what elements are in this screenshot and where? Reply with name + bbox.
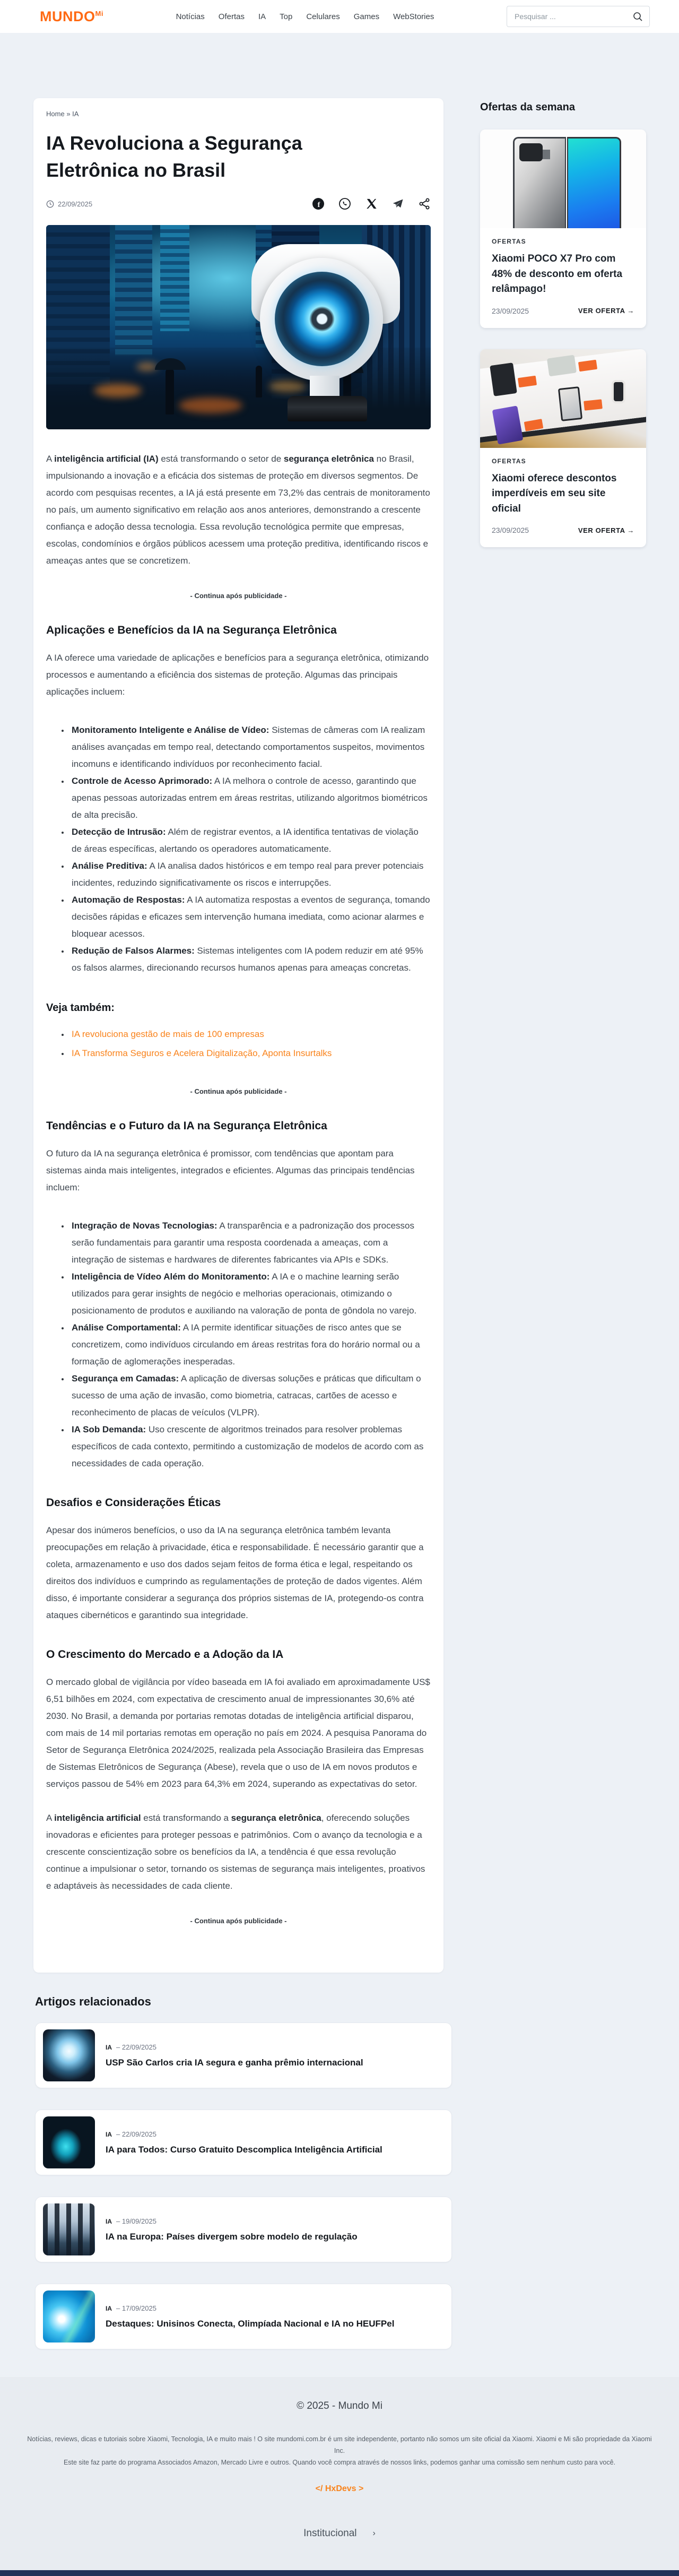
list-item-lead: Redução de Falsos Alarmes: xyxy=(72,946,195,956)
related-category[interactable]: IA xyxy=(106,2217,112,2225)
telegram-icon[interactable] xyxy=(391,197,404,210)
dash: – xyxy=(116,2043,120,2051)
camera-lens xyxy=(275,272,369,366)
offer-title[interactable]: Xiaomi POCO X7 Pro com 48% de desconto em oferta relâmpago! xyxy=(492,253,623,295)
site-header xyxy=(0,0,679,33)
price-tag xyxy=(584,399,603,410)
see-also-heading: Veja também: xyxy=(46,1002,115,1014)
related-thumbnail-head xyxy=(43,2116,95,2168)
related-text xyxy=(106,2217,358,2242)
offer-date: 23/09/2025 xyxy=(492,526,529,534)
page-title: IA Revoluciona a Segurança Eletrônica no Brasil xyxy=(46,132,302,181)
x-icon[interactable] xyxy=(365,197,378,210)
list-item-lead: IA Sob Demanda: xyxy=(72,1424,146,1435)
building-left-2 xyxy=(115,225,152,356)
list-item xyxy=(69,1370,431,1421)
applications-paragraph: A IA oferece uma variedade de aplicações e benefícios para a segurança eletrônica, otimizando processos e aumentando a eficiência dos sistemas de proteção. Algumas das principais aplicações incluem: xyxy=(46,653,429,697)
dash: – xyxy=(116,2304,120,2312)
building-left-3 xyxy=(160,225,189,331)
related-article-card[interactable] xyxy=(35,2197,452,2262)
ad-placeholder-label: - Continua após publicidade - xyxy=(190,592,287,600)
related-date: 19/09/2025 xyxy=(121,2217,156,2225)
nav-item-noticias[interactable]: Notícias xyxy=(176,12,205,21)
whatsapp-icon[interactable] xyxy=(338,197,351,210)
device-shape xyxy=(490,362,517,396)
list-item xyxy=(69,1217,431,1268)
arrow-right-icon: → xyxy=(627,526,634,534)
related-meta xyxy=(106,2217,358,2225)
search-icon[interactable] xyxy=(632,11,643,22)
nav-item-games[interactable]: Games xyxy=(353,12,380,21)
list-item xyxy=(69,1268,431,1319)
list-item-lead: Controle de Acesso Aprimorado: xyxy=(72,776,213,786)
list-item xyxy=(69,1044,431,1063)
list-item xyxy=(69,722,431,773)
breadcrumb-home[interactable]: Home xyxy=(46,110,65,118)
section-heading-trends: Tendências e o Futuro da IA na Segurança Eletrônica xyxy=(46,1120,327,1133)
device-shape xyxy=(547,355,577,376)
related-text xyxy=(106,2304,394,2329)
list-item-text: Sistemas de câmeras com IA realizam análises avançadas em tempo real, detectando comportamentos suspeitos, movimentos incomuns e identificando indivíduos por reconhecimento facial. xyxy=(72,725,425,770)
list-item xyxy=(69,1319,431,1370)
related-heading: Artigos relacionados xyxy=(35,1995,151,2009)
bottom-accent-bar xyxy=(0,2570,679,2576)
sidebar-heading: Ofertas da semana xyxy=(480,101,575,113)
main-nav xyxy=(176,12,434,21)
list-item-text: A IA automatiza respostas a eventos de segurança, tomando decisões rápidas e eficazes sem intervenção humana imediata, como acionar alarmes e bloquear acessos. xyxy=(72,895,430,939)
trends-list xyxy=(46,1217,431,1472)
offer-cta-label: VER OFERTA xyxy=(578,526,625,534)
pedestrian-silhouette xyxy=(166,369,174,414)
closing-paragraph: A inteligência artificial está transformando a segurança eletrônica, oferecendo soluções inovadoras e eficientes para proteger pessoas e patrimônios. Com o avanço da tecnologia e a crescente conscientização sobre os benefícios da IA, a tendência é que essa revolução continue a impulsionar o setor, tornando os sistemas de segurança mais inteligentes, proativos e adaptáveis às necessidades de cada cliente. xyxy=(46,1813,425,1891)
list-item-lead: Análise Comportamental: xyxy=(72,1322,181,1333)
list-item-lead: Análise Preditiva: xyxy=(72,861,147,871)
chevron-right-icon[interactable]: › xyxy=(372,2529,376,2538)
site-logo[interactable] xyxy=(40,8,103,25)
site-footer xyxy=(0,2377,679,2576)
related-article-card[interactable] xyxy=(35,2110,452,2175)
article-body xyxy=(46,451,431,1925)
main-layout xyxy=(0,33,679,1973)
list-item xyxy=(69,1421,431,1472)
list-item-lead: Segurança em Camadas: xyxy=(72,1373,179,1384)
breadcrumb-separator: » xyxy=(66,110,71,118)
nav-item-ofertas[interactable]: Ofertas xyxy=(218,12,245,21)
breadcrumb xyxy=(46,110,431,118)
share-buttons xyxy=(312,197,431,210)
see-also-link-2[interactable]: IA Transforma Seguros e Acelera Digitalização, Aponta Insurtalks xyxy=(72,1048,332,1059)
related-date: 22/09/2025 xyxy=(121,2130,156,2138)
related-article-card[interactable] xyxy=(35,2284,452,2349)
related-date: 17/09/2025 xyxy=(121,2304,156,2312)
list-item-lead: Automação de Respostas: xyxy=(72,895,185,905)
related-thumbnail-conference xyxy=(43,2203,95,2255)
list-item-lead: Detecção de Intrusão: xyxy=(72,827,166,837)
sidebar xyxy=(480,98,646,568)
list-item-text: A transparência e a padronização dos processos serão fundamentais para garantir uma resposta coordenada a ameaças, com a integração de sistemas e hardwares de diferentes fabricantes via APIs e SDKs. xyxy=(72,1221,414,1265)
dash: – xyxy=(116,2217,120,2225)
camera-base xyxy=(288,396,367,421)
offer-image-poco xyxy=(480,129,646,228)
article-meta xyxy=(46,197,431,210)
device-shape xyxy=(558,386,582,421)
related-text xyxy=(106,2130,382,2155)
list-item-lead: Monitoramento Inteligente e Análise de Vídeo: xyxy=(72,725,269,736)
logo-text: MUNDO xyxy=(40,8,95,24)
related-title[interactable]: IA na Europa: Países divergem sobre modelo de regulação xyxy=(106,2231,358,2242)
ad-placeholder-label: - Continua após publicidade - xyxy=(190,1087,287,1096)
list-item-lead: Integração de Novas Tecnologias: xyxy=(72,1221,217,1231)
svg-text:f: f xyxy=(317,201,320,210)
ad-placeholder-label: - Continua após publicidade - xyxy=(190,1917,287,1925)
related-thumbnail-orb xyxy=(43,2029,95,2081)
phone-screen xyxy=(567,137,621,228)
section-heading-ethics: Desafios e Considerações Éticas xyxy=(46,1497,221,1509)
list-item xyxy=(69,943,431,976)
list-item xyxy=(69,824,431,858)
related-meta xyxy=(106,2130,382,2138)
ethics-paragraph: Apesar dos inúmeros benefícios, o uso da IA na segurança eletrônica também levanta preocupações em relação à privacidade, ética e responsabilidade. É necessário garantir que a coleta, armazenamento e uso dos dados sejam feitos de forma ética e legal, respeitando os direitos dos indivíduos e cumprindo as regulamentações de proteção de dados vigentes. Além disso, é importante considerar a segurança dos próprios sistemas de IA, protegendo-os contra ataques cibernéticos e garantindo sua integridade. xyxy=(46,1525,424,1621)
publish-date-text: 22/09/2025 xyxy=(58,200,93,208)
offer-category[interactable]: OFERTAS xyxy=(492,238,526,245)
related-category[interactable]: IA xyxy=(106,2043,112,2051)
offer-footer xyxy=(492,526,634,534)
offer-title[interactable]: Xiaomi oferece descontos imperdíveis em seu site oficial xyxy=(492,472,617,514)
offer-body xyxy=(480,228,646,328)
related-category[interactable]: IA xyxy=(106,2304,112,2312)
offer-date: 23/09/2025 xyxy=(492,306,529,315)
list-item-text: A IA melhora o controle de acesso, garantindo que apenas pessoas autorizadas entrem em áreas restritas, utilizando algoritmos biométricos de alta precisão. xyxy=(72,776,428,820)
offer-cta-label: VER OFERTA xyxy=(578,307,625,315)
nav-item-ia[interactable]: IA xyxy=(258,12,266,21)
offer-footer xyxy=(492,307,634,315)
related-article-card[interactable] xyxy=(35,2022,452,2088)
related-articles-section xyxy=(0,1995,679,2349)
search-input[interactable] xyxy=(513,12,632,21)
offer-image-store xyxy=(480,349,646,448)
security-camera xyxy=(242,244,406,419)
related-category[interactable]: IA xyxy=(106,2130,112,2138)
phone-camera-module xyxy=(519,143,543,161)
hero-image xyxy=(46,225,431,429)
logo-sup: Mi xyxy=(95,9,103,18)
list-item xyxy=(69,1025,431,1044)
related-title[interactable]: Destaques: Unisinos Conecta, Olimpíada Nacional e IA no HEUFPel xyxy=(106,2318,395,2329)
publish-date xyxy=(46,200,92,208)
arrow-right-icon: → xyxy=(627,307,634,315)
offer-cta-button[interactable] xyxy=(578,307,634,315)
nav-item-top[interactable]: Top xyxy=(280,12,293,21)
smartwatch-shape xyxy=(612,380,625,403)
offer-cta-button[interactable] xyxy=(578,526,634,534)
copyright: © 2025 - Mundo Mi xyxy=(297,2400,382,2412)
dash: – xyxy=(116,2130,120,2138)
offer-card-xiaomi-site[interactable] xyxy=(480,349,646,548)
footer-disclaimer-2: Este site faz parte do programa Associados Amazon, Mercado Livre e outros. Quando você compra através de nossos links, podemos ganhar uma comissão sem nenhum custo para você. xyxy=(63,2459,616,2467)
camera-arm xyxy=(310,376,340,398)
list-item-text: A IA analisa dados históricos e em tempo real para prever potenciais incidentes, reduzindo significativamente os riscos e interrupções. xyxy=(72,861,424,888)
nav-item-webstories[interactable]: WebStories xyxy=(393,12,434,21)
section-heading-applications: Aplicações e Benefícios da IA na Segurança Eletrônica xyxy=(46,624,337,637)
related-title[interactable]: USP São Carlos cria IA segura e ganha prêmio internacional xyxy=(106,2057,363,2068)
list-item-lead: Inteligência de Vídeo Além do Monitoramento: xyxy=(72,1272,270,1282)
see-also-links xyxy=(46,1025,431,1063)
related-date: 22/09/2025 xyxy=(121,2043,156,2051)
institucional-link[interactable]: Institucional xyxy=(303,2528,357,2539)
list-item-text: A IA e o machine learning serão utilizados para gerar insights de negócio e melhorias operacionais, otimizando o posicionamento de produtos e auxiliando na valoração de ponta de gôndola no varejo. xyxy=(72,1272,417,1316)
offer-category[interactable]: OFERTAS xyxy=(492,457,526,465)
trends-paragraph: O futuro da IA na segurança eletrônica é promissor, com tendências que apontam para sistemas ainda mais inteligentes, integrados e eficientes. Algumas das principais tendências incluem: xyxy=(46,1148,415,1193)
list-item xyxy=(69,773,431,824)
offer-body xyxy=(480,448,646,548)
article-card xyxy=(33,98,443,1973)
related-thumbnail-burst xyxy=(43,2290,95,2342)
market-paragraph: O mercado global de vigilância por vídeo baseada em IA foi avaliado em aproximadamente US$ 6,51 bilhões em 2024, com expectativa de crescimento anual de impressionantes 30,6% até 2030. No Brasil, a demanda por portarias remotas dotadas de inteligência artificial disparou, com mais de 14 mil portarias remotas em operação no país em 2024. A pesquisa Panorama do Setor de Segurança Eletrônica 2024/2025, realizada pela Associação Brasileira das Empresas de Sistemas Eletrônicos de Segurança (Abese), revela que o uso de IA em novos produtos e serviços passou de 54% em 2023 para 64,3% em 2024, superando as expectativas do setor. xyxy=(46,1677,430,1790)
related-text xyxy=(106,2043,363,2068)
list-item-text: Uso crescente de algoritmos treinados para resolver problemas específicos de cada contexto, permitindo a customização de modelos de acordo com as necessidades de cada operação. xyxy=(72,1424,424,1469)
related-meta xyxy=(106,2304,394,2312)
see-also-link-1[interactable]: IA revoluciona gestão de mais de 100 empresas xyxy=(72,1029,264,1040)
applications-list xyxy=(46,722,431,976)
facebook-icon[interactable] xyxy=(312,197,325,210)
footer-disclaimer-1: Notícias, reviews, dicas e tutoriais sobre Xiaomi, Tecnologia, IA e muito mais ! O site mundomi.com.br é um site independente, portanto não somos um site oficial da Xiaomi. Xiaomi e Mi são propriedade da Xiaomi Inc. xyxy=(27,2435,652,2455)
institutional-row xyxy=(0,2494,679,2570)
share-icon[interactable] xyxy=(418,197,431,210)
clock-icon xyxy=(46,200,54,208)
nav-item-celulares[interactable]: Celulares xyxy=(306,12,340,21)
related-meta xyxy=(106,2043,363,2051)
offer-card-poco[interactable] xyxy=(480,129,646,328)
related-title[interactable]: IA para Todos: Curso Gratuito Descomplica Inteligência Artificial xyxy=(106,2144,382,2155)
search-box xyxy=(507,6,650,27)
list-item xyxy=(69,858,431,892)
list-item-text: A aplicação de diversas soluções e práticas que dificultam o sucesso de uma ação de invasão, como biometria, catracas, cartões de acesso e reconhecimento de placas de veículos (VLPR). xyxy=(72,1373,421,1418)
list-item xyxy=(69,892,431,943)
list-item-text: Além de registrar eventos, a IA identifica tentativas de violação de áreas específicas, alertando os operadores automaticamente. xyxy=(72,827,419,854)
intro-paragraph: A inteligência artificial (IA) está transformando o setor de segurança eletrônica no Brasil, impulsionando a inovação e a eficácia dos sistemas de proteção em diversos segmentos. De acordo com pesquisas recentes, a IA já está presente em 73,2% das centrais de monitoramento no país, um aumento significativo em relação aos anos anteriores, demonstrando a crescente confiança e adoção dessa tecnologia. Essa revolução tecnológica permite que empresas, escolas, condomínios e órgãos públicos acessem uma proteção preditiva, identificando riscos e ameaças antes que se concretizem. xyxy=(46,454,430,566)
list-item-text: Sistemas inteligentes com IA podem reduzir em até 95% os falsos alarmes, direcionando recursos humanos apenas para ameaças concretas. xyxy=(72,946,423,973)
list-item-text: A IA permite identificar situações de risco antes que se concretizem, como indivíduos circulando em áreas restritas fora do horário normal ou a formação de aglomerações inesperadas. xyxy=(72,1322,420,1367)
hxdevs-credit-link[interactable]: </ HxDevs > xyxy=(315,2484,364,2494)
breadcrumb-current[interactable]: IA xyxy=(72,110,79,118)
section-heading-market: O Crescimento do Mercado e a Adoção da IA xyxy=(46,1648,284,1661)
